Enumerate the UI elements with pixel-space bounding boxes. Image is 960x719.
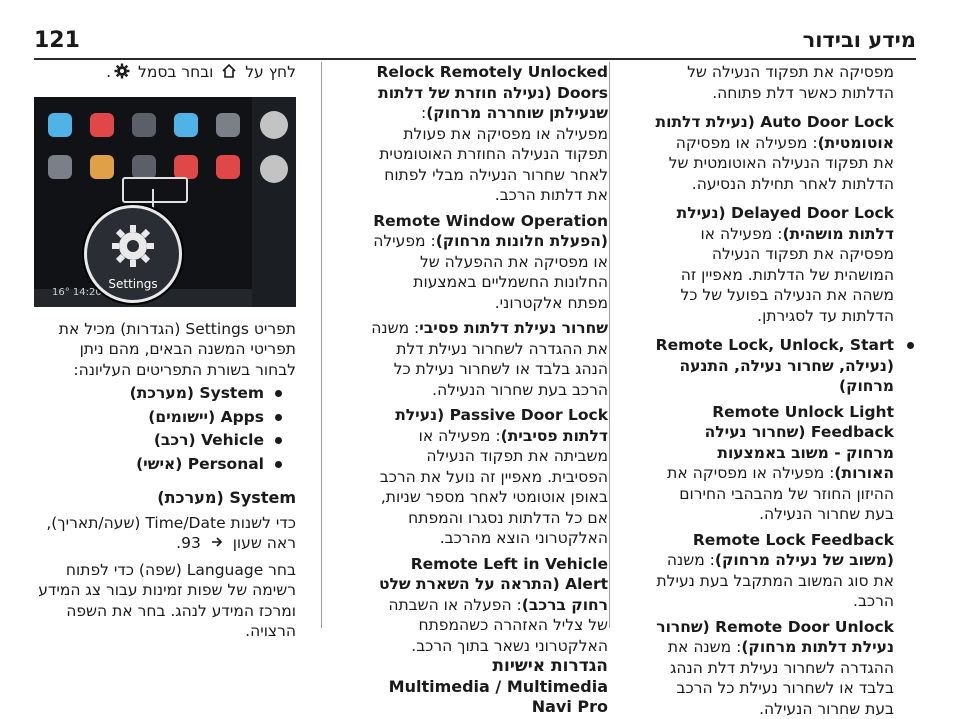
remote-door-unlock-entry: Remote Door Unlock (שחרור נעילת דלתות מרחוק): משנה את ההגדרה לשחרור נעילת דלת הנהג בלבד או לשחרור נעילת כל הרכב בעת שחרור הנעילה.	[654, 617, 916, 719]
menu-item-apps: Apps (יישומים)	[34, 407, 296, 428]
settings-magnifier	[84, 205, 182, 303]
screen-sidebar	[252, 97, 296, 307]
app-tile	[90, 155, 114, 179]
language-text: בחר Language (שפה) כדי לפתוח רשימה של שפות זמינות עבור צג המידע ומרכז המידע לנהג. בחר את השפה הרצויה.	[34, 560, 296, 642]
app-tile	[132, 155, 156, 179]
right-column	[654, 62, 916, 719]
menu-item-system: System (מערכת)	[34, 383, 296, 404]
page-number: 121	[34, 28, 80, 53]
delayed-door-lock-entry: Delayed Door Lock (נעילת דלתות מושהית): מפעילה או מפסיקה את תפקוד הנעילה המושהית של הדלתות. מאפיין זה משהה את הנעילה בפועל של כל הדלתות עד לסגירתן.	[654, 203, 916, 326]
settings-gear-icon	[109, 222, 157, 270]
column-divider	[321, 62, 322, 628]
menu-item-personal: Personal (אישי)	[34, 454, 296, 475]
app-tile	[216, 155, 240, 179]
time-date-text: כדי לשנות Time/Date (שעה/תאריך), ראה שעון 93.	[34, 513, 296, 554]
header-rule	[34, 58, 916, 60]
app-tile	[174, 113, 198, 137]
app-tile	[48, 155, 72, 179]
page-reference-icon	[209, 534, 225, 550]
app-tile	[174, 155, 198, 179]
app-tile	[90, 113, 114, 137]
section-title: מידע ובידור	[803, 28, 916, 52]
relock-entry: Relock Remotely Unlocked Doors (נעילה חוזרת של דלתות שנעילתן שוחררה מרחוק): מפעילה או מפסיקה את פעולת תפקוד הנעילה החוזרת האוטומטית לאחר שחרור הנעילה מבלי לפתוח את דלתות הרכב.	[368, 62, 608, 206]
sidebar-button	[260, 155, 288, 183]
menu-item-vehicle: Vehicle (רכב)	[34, 430, 296, 451]
remote-window-entry: Remote Window Operation (הפעלת חלונות מרחוק): מפעילה או מפסיקה את ההפעלה של החלונות החשמליים באמצעות מפתח אלקטרוני.	[368, 211, 608, 314]
column-divider	[609, 62, 610, 628]
remote-left-entry: Remote Left in Vehicle Alert (התראה על השארת שלט רחוק ברכב): הפעלה או השבתה של צליל האזהרה כשהמפתח האלקטרוני נשאר בתוך הרכב.	[368, 554, 608, 657]
remote-lock-feedback-entry: Remote Lock Feedback (משוב של נעילה מרחוק): משנה את סוג המשוב המתקבל בעת נעילת הרכב.	[654, 530, 916, 612]
status-time: 16° 14:20	[52, 283, 102, 304]
page-header	[34, 22, 916, 58]
left-column	[34, 62, 296, 642]
bullet-dot	[907, 342, 914, 349]
middle-column	[368, 62, 608, 718]
bullet-remote-lock: Remote Lock, Unlock, Start (נעילה, שחרור נעילה, התנעה מרחוק)	[654, 335, 916, 397]
settings-paragraph: תפריט Settings (הגדרות) מכיל את תפריטי המשנה הבאים, מהם ניתן לבחור בשורת התפריטים העליונה:	[34, 319, 296, 381]
callout-box	[122, 177, 188, 203]
app-tile	[216, 113, 240, 137]
multimedia-subheading: Multimedia / Multimedia Navi Pro	[368, 677, 608, 718]
personal-settings-heading: הגדרות אישיות	[368, 656, 608, 677]
home-icon	[221, 63, 237, 79]
intro-text: מפסיקה את תפקוד הנעילה של הדלתות כאשר דלת פתוחה.	[654, 62, 916, 103]
instruction-line: לחץ על ובחר בסמל .	[34, 62, 296, 83]
remote-unlock-light-entry: Remote Unlock Light Feedback (שחרור נעילה מרחוק - משוב באמצעות האורות): מפעילה או מפסיקה את ההיזון החוזר של מהבהבי החירום בעת שחרור הנעילה.	[654, 402, 916, 525]
callout-line	[152, 189, 154, 211]
app-tile	[132, 113, 156, 137]
infotainment-screenshot	[34, 97, 296, 307]
gear-icon	[114, 63, 130, 79]
auto-door-lock-entry: Auto Door Lock (נעילת דלתות אוטומטית): מפעילה או מפסיקה את תפקוד הנעילה האוטומטית של הדלתות לאחר תחילת הנסיעה.	[654, 112, 916, 194]
passive-unlock-entry: שחרור נעילת דלתות פסיבי: משנה את ההגדרה לשחרור נעילת דלת הנהג בלבד או לשחרור נעילת כל הרכב בעת שחרור הנעילה.	[368, 318, 608, 400]
sidebar-button	[260, 111, 288, 139]
settings-label: Settings	[87, 274, 179, 295]
passive-lock-entry: Passive Door Lock (נעילת דלתות פסיבית): מפעילה או משביתה את תפקוד הנעילה הפסיבית. מאפיין זה נועל את הרכב באופן אוטומטי לאחר מספר שניות, אם כל הדלתות נסגרו והמפתח האלקטרוני הוצא מהרכב.	[368, 405, 608, 549]
system-heading: System (מערכת)	[34, 488, 296, 509]
app-tile	[48, 113, 72, 137]
